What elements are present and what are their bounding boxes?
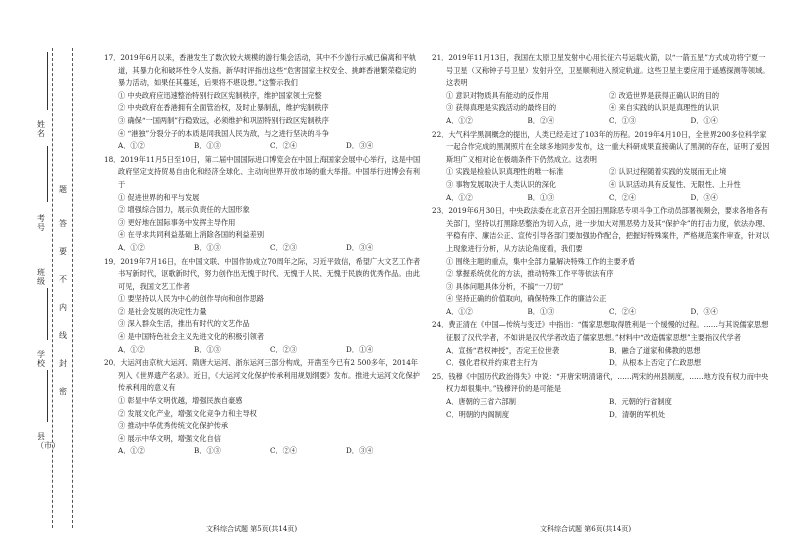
option-c[interactable]: C．②④ bbox=[609, 306, 637, 316]
option-c[interactable]: C．明朝的内阁制度 bbox=[446, 409, 510, 419]
question-22 bbox=[432, 129, 772, 205]
option-d[interactable]: D．③④ bbox=[690, 192, 718, 202]
statement: ④ 认识活动具有反复性、无限性、上升性 bbox=[609, 179, 741, 189]
option-a[interactable]: A．①② bbox=[118, 141, 145, 151]
school-underline bbox=[47, 288, 48, 340]
option-a[interactable]: A．唐朝的三省六部制 bbox=[446, 397, 516, 407]
option-d[interactable]: D．③④ bbox=[346, 141, 374, 151]
option-b[interactable]: B．①③ bbox=[194, 141, 221, 151]
statement: ④ 坚持正确的价值取向，确保特殊工作的廉洁公正 bbox=[446, 294, 607, 304]
statement: ② 增强综合国力，展示负责任的大国形象 bbox=[118, 205, 250, 215]
statement: ① 彰显中华文明优越，增强民族自豪感 bbox=[118, 396, 243, 406]
statements bbox=[432, 90, 772, 115]
option-b[interactable]: B．①③ bbox=[527, 306, 555, 316]
statement: ② 发展文化产业，增强文化竞争力和主导权 bbox=[118, 408, 257, 418]
option-c[interactable]: C．②④ bbox=[270, 446, 298, 456]
option-d[interactable]: D．③④ bbox=[690, 306, 718, 316]
cut-line bbox=[52, 48, 53, 528]
statement: ④ 在寻求共同利益基础上消除各国的利益差别 bbox=[118, 230, 265, 240]
seal-line bbox=[72, 48, 73, 528]
option-b[interactable]: B．①③ bbox=[527, 192, 555, 202]
name-label: 姓名 bbox=[37, 120, 45, 138]
statements bbox=[432, 166, 772, 191]
option-c[interactable]: C．②③ bbox=[270, 344, 298, 354]
seal-char: 题 bbox=[59, 185, 67, 194]
option-c[interactable]: C．强化君权并约束君主行为 bbox=[446, 358, 538, 368]
option-a[interactable]: A．①② bbox=[446, 192, 473, 202]
statement: ① 要坚持以人民为中心的创作导向和创作思路 bbox=[118, 294, 265, 304]
answer-options bbox=[432, 345, 772, 370]
option-b[interactable]: B．①③ bbox=[194, 242, 221, 252]
seal-char: 封 bbox=[59, 359, 67, 368]
exam-number-underline bbox=[47, 146, 48, 202]
answer-options bbox=[432, 306, 772, 319]
option-c[interactable]: C．①③ bbox=[609, 115, 637, 125]
question-stem: 18．2019年11月5日至10日，第二届中国国际进口博览会在中国上海国家会展中心举行，这是中国政府坚定支持贸易自由化和经济全球化、主动向世界开放市场的重大举措。中国举行进博会有利于 bbox=[104, 154, 421, 189]
county-underline bbox=[47, 370, 48, 422]
statement: ① 围绕主题的重点，集中全部力量解决特殊工作的主要矛盾 bbox=[446, 256, 636, 266]
statement: ④ 展示中华文明，增强文化自信 bbox=[118, 433, 221, 443]
page-footer-left: 文科综合试题 第5页(共14页) bbox=[206, 525, 298, 533]
option-c[interactable]: C．②④ bbox=[270, 141, 298, 151]
question-18 bbox=[104, 154, 422, 255]
option-a[interactable]: A．①② bbox=[446, 306, 473, 316]
county-label: 县（市） bbox=[36, 432, 60, 450]
question-stem: 17．2019年6月以来，香港发生了数次较大规模的游行集会活动，其中不少游行示威已偏离和平轨道，其暴力化和破坏性令人发指。新华时评指出这些“危害国家主权安全、挑衅香港繁荣稳定的暴力活动，如果任其蔓延，后果将不堪设想。”这警示我们 bbox=[104, 53, 417, 88]
option-b[interactable]: B．①③ bbox=[194, 446, 221, 456]
left-column bbox=[104, 52, 422, 459]
answer-options bbox=[104, 445, 422, 458]
seal-char: 答 bbox=[59, 219, 67, 228]
option-b[interactable]: B．融合了道家和佛教的思想 bbox=[609, 345, 701, 355]
question-stem: 23．2019年6月30日，中央政法委在北京召开全国扫黑除恶专项斗争工作动员部署视频会，要求各地各有关部门，坚持以打黑除恶整治为切入点，进一步加大对黑恶势力及其“保护伞”的打击力度，依法办理、平稳有序、廉洁公正、宣传引导各部门要加强协作配合，把握好特殊案件，严格规范案件审查，针对以上现象进行分析，从方法论角度看，我们要 bbox=[432, 206, 770, 253]
option-a[interactable]: A．①② bbox=[446, 115, 473, 125]
question-17 bbox=[104, 52, 422, 153]
option-a[interactable]: A．①② bbox=[118, 242, 145, 252]
option-b[interactable]: B．②④ bbox=[527, 115, 555, 125]
answer-options bbox=[432, 192, 772, 205]
statement: ③ 更好地在国际事务中发挥主导作用 bbox=[118, 217, 236, 227]
right-column bbox=[432, 52, 772, 422]
question-24 bbox=[432, 319, 772, 369]
answer-options bbox=[104, 344, 422, 357]
question-25 bbox=[432, 371, 772, 421]
statement: ② 是社会发展的决定性力量 bbox=[118, 306, 207, 316]
statement: ③ 获得真理是实践活动的最终目的 bbox=[446, 103, 557, 113]
question-21 bbox=[432, 52, 772, 128]
question-stem: 20．大运河由京杭大运河、隋唐大运河、浙东运河三部分构成，开凿至今已有2 500多年，2014年列入《世界遗产名录》。近日，《大运河文化保护传承利用规划纲要》发布。推进大运河文化保护传承利用的意义有 bbox=[104, 358, 420, 393]
seal-char: 密 bbox=[59, 387, 67, 396]
statement: ① 意识对物质具有能动的反作用 bbox=[446, 90, 549, 100]
statement: ① 实践是检验认识真理性的唯一标准 bbox=[446, 167, 564, 177]
option-a[interactable]: A．①② bbox=[118, 344, 145, 354]
statement: ① 中央政府应迅速整治特别行政区宪制秩序，维护国家领土完整 bbox=[118, 90, 322, 100]
binding-margin bbox=[0, 0, 86, 550]
answer-options bbox=[104, 242, 422, 255]
name-underline bbox=[47, 52, 48, 110]
answer-options bbox=[104, 140, 422, 153]
option-d[interactable]: D．③④ bbox=[346, 242, 374, 252]
page-footer-right: 文科综合试题 第6页(共14页) bbox=[540, 525, 632, 533]
question-19 bbox=[104, 256, 422, 357]
question-stem: 21．2019年11月13日，我国在太原卫星发射中心用长征六号运载火箭，以“一箭五星”方式成功将宁夏一号卫星（又称钟子号卫星）发射升空，卫星顺利进入预定轨道。这些卫星主要应用于遥感探测等领域。这表明 bbox=[432, 53, 770, 88]
seal-char: 要 bbox=[59, 247, 67, 256]
statement: ② 中央政府在香港拥有全面管治权，及时止暴制乱，维护宪制秩序 bbox=[118, 103, 329, 113]
option-a[interactable]: A．①② bbox=[118, 446, 145, 456]
option-b[interactable]: B．元朝的行省制度 bbox=[609, 397, 672, 407]
seal-char: 内 bbox=[59, 303, 67, 312]
option-d[interactable]: D．③④ bbox=[346, 446, 374, 456]
school-label: 学校 bbox=[37, 350, 45, 368]
seal-char: 不 bbox=[59, 275, 67, 284]
question-20 bbox=[104, 357, 422, 458]
statement: ② 认识过程随着实践的发展而无止境 bbox=[609, 167, 727, 177]
option-c[interactable]: C．②④ bbox=[609, 192, 637, 202]
option-d[interactable]: D．从根本上否定了仁政思想 bbox=[609, 358, 702, 368]
question-stem: 25．钱穆《中国历代政治得失》中说：“开唐宋明清诸代，……两宋的州县制度，……地方没有权力而中央权力却很集中。”钱穆评价的是可能是 bbox=[432, 371, 769, 394]
statement: ② 改造世界是获得正确认识的目的 bbox=[609, 90, 720, 100]
statement: ④ “港独”分裂分子的本质是同我国人民为敌，与之进行坚决的斗争 bbox=[118, 128, 329, 138]
question-stem: 19．2019年7月16日，在中国文联、中国作协成立70周年之际，习近平致信，希望广大文艺工作者书写新时代，讴歌新时代，努力创作出无愧于时代、无愧于人民、无愧于民族的优秀作品。由此可见，我国文艺工作者 bbox=[104, 256, 421, 291]
answer-options bbox=[432, 396, 772, 421]
statement: ③ 事物发展取决于人类认识的深化 bbox=[446, 179, 557, 189]
statement: ③ 深入群众生活，推出有时代的文艺作品 bbox=[118, 319, 250, 329]
statement: ④ 是中国特色社会主义先进文化的积极引领者 bbox=[118, 332, 265, 342]
statement: ③ 具体问题具体分析，不搞“一刀切” bbox=[446, 281, 564, 291]
statement: ③ 推动中华优秀传统文化保护传承 bbox=[118, 421, 229, 431]
option-d[interactable]: D．①④ bbox=[346, 344, 374, 354]
exam-number-label: 考号 bbox=[37, 214, 45, 232]
option-c[interactable]: C．②③ bbox=[270, 242, 298, 252]
answer-options bbox=[432, 115, 772, 128]
statement: ③ 确保“一国两制”行稳致远，必须维护和巩固特别行政区宪制秩序 bbox=[118, 115, 329, 125]
option-d[interactable]: D．清朝的军机处 bbox=[609, 409, 666, 419]
question-23 bbox=[432, 205, 772, 318]
question-stem: 22．大气科学黑洞概念的提出，人类已经走过了103年的历程。2019年4月10日，全世界200多位科学家一起合作完成的黑洞照片在全球多地同步发布，这一重大科研成果直接确认了黑洞的存在，证明了爱因斯坦广义相对论在极端条件下仍然成立。这表明 bbox=[432, 129, 770, 164]
option-a[interactable]: A．宣扬“君权神授”，否定王位世袭 bbox=[446, 345, 560, 355]
seal-char: 线 bbox=[59, 331, 67, 340]
class-label: 班级 bbox=[37, 268, 45, 286]
statement: ① 促进世界的和平与发展 bbox=[118, 192, 200, 202]
option-d[interactable]: D．①④ bbox=[690, 115, 718, 125]
statement: ④ 来自实践的认识是真理性的认识 bbox=[609, 103, 720, 113]
option-b[interactable]: B．①③ bbox=[194, 344, 221, 354]
statement: ② 掌握系统优化的方法，推动特殊工作平等依法有序 bbox=[446, 269, 614, 279]
question-stem: 24．费正清在《中国—传统与变迁》中指出：“儒家思想取得胜利是一个缓慢的过程。……与其说儒家思想征服了汉代学者，不如讲是汉代学者改造了儒家思想。”材料中“改造儒家思想”主要指汉代学者 bbox=[432, 320, 769, 343]
